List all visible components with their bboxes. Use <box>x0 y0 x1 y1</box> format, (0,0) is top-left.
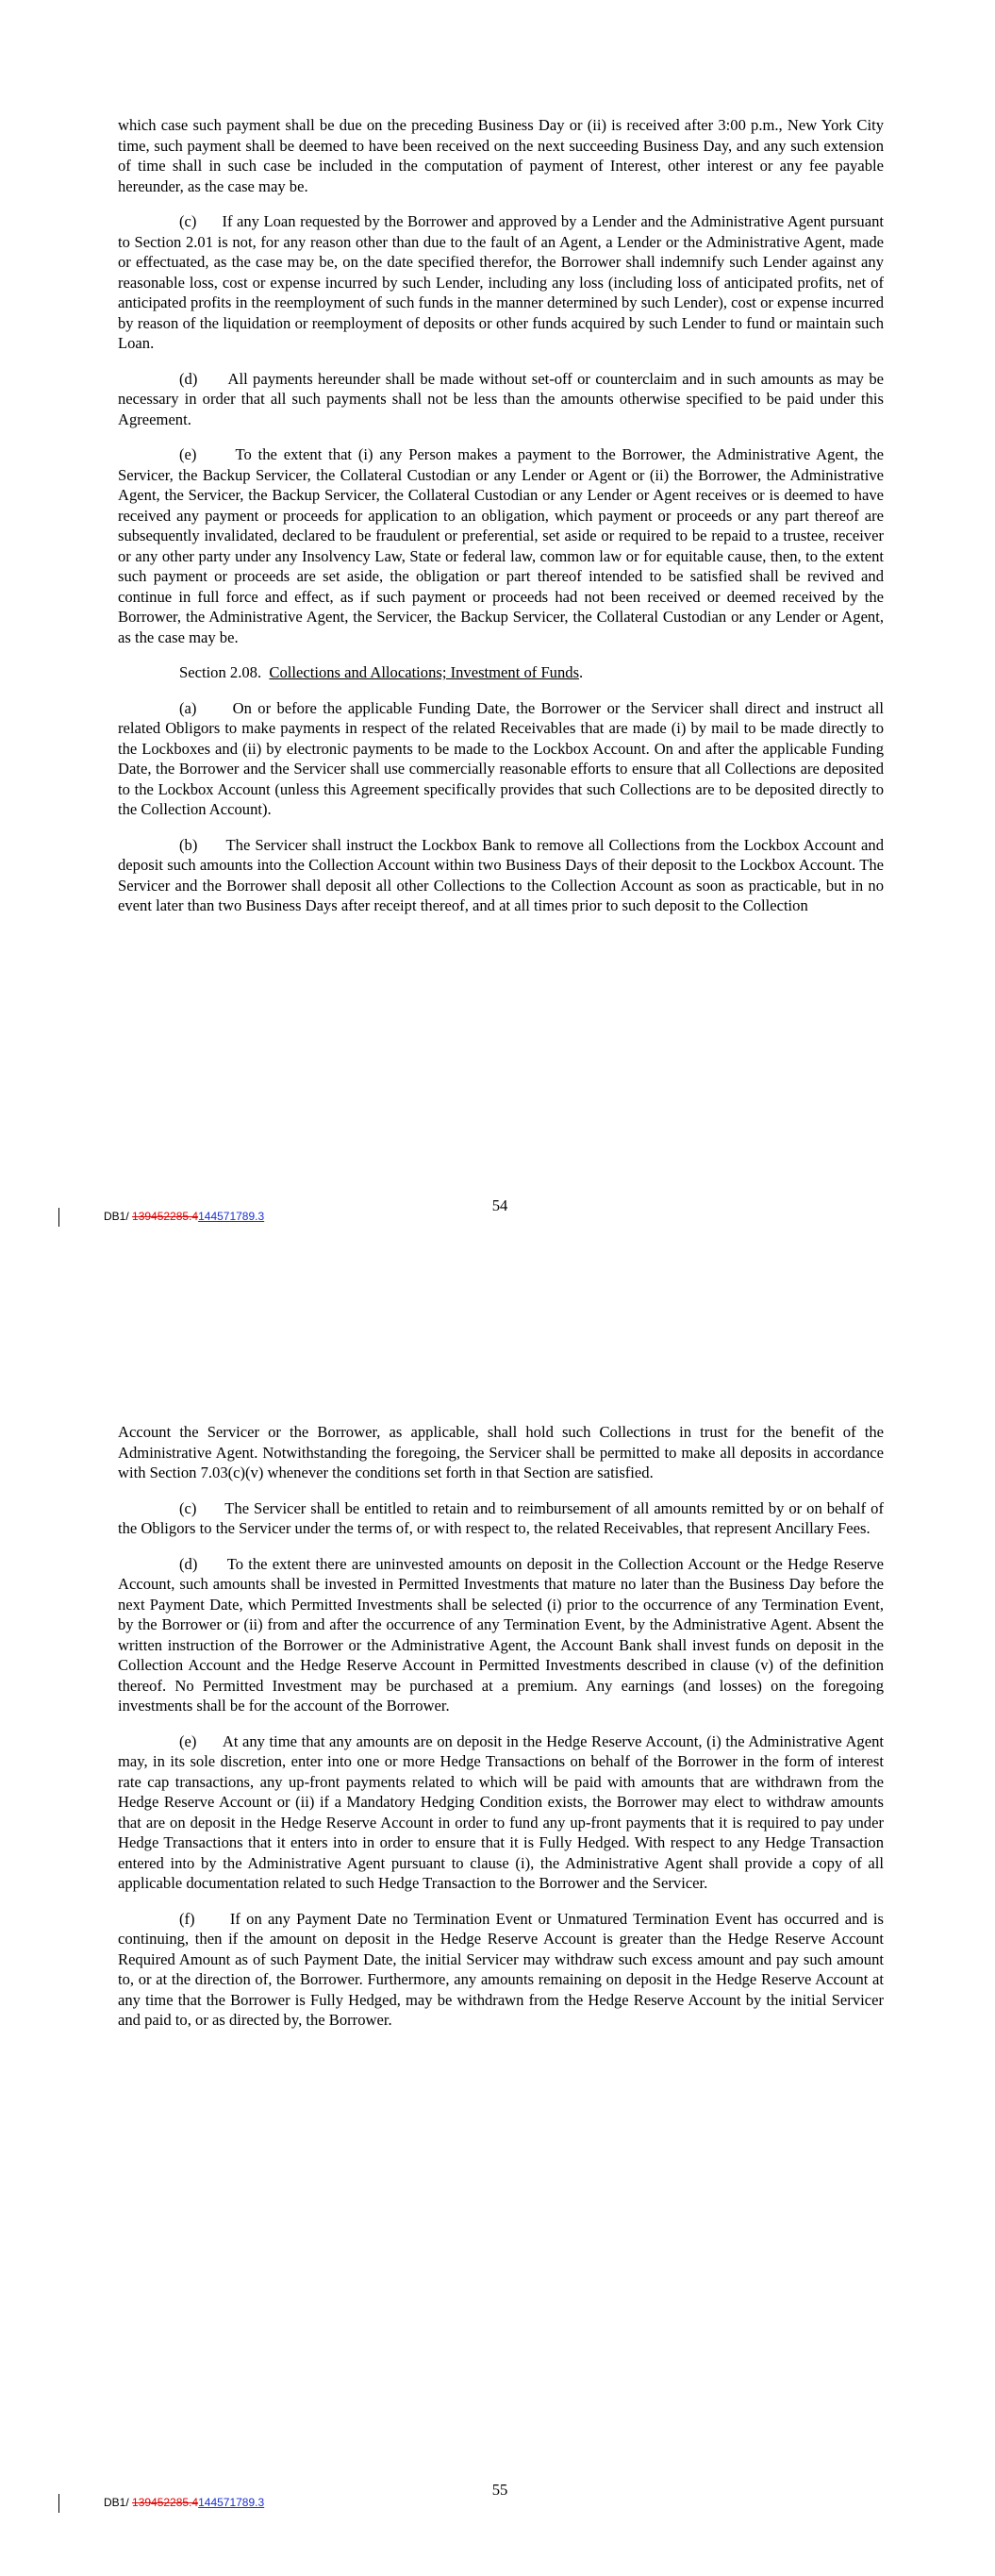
paragraph-continuation: which case such payment shall be due on the preceding Business Day or (ii) is received after 3:00 p.m., New York City time, such payment shall be deemed to have been received on the next succeeding Business Day, and any such extension of time shall in such case be included in the computation of payment of Interest, other interest or any fee payable hereunder, as the case may be. <box>118 116 884 195</box>
paragraph-c: (c) The Servicer shall be entitled to retain and to reimbursement of all amounts remitted by or on behalf of the Obligors to the Servicer under the terms of, or with respect to, the related Receivables, that represent Ancillary Fees. <box>118 1498 884 1537</box>
change-bar <box>58 2494 59 2513</box>
section-number: Section 2.08. <box>179 663 262 681</box>
paragraph-e: (e) At any time that any amounts are on deposit in the Hedge Reserve Account, (i) the Administrative Agent may, in its sole discretion, enter into one or more Hedge Transactions on behalf of the Borrower in the form of interest rate cap transactions, any up-front payments related to which will be paid with amounts that are withdrawn from the Hedge Reserve Account or (ii) if a Mandatory Hedging Condition exists, the Borrower may elect to withdraw amounts that are on deposit in the Hedge Reserve Account in order to fund any up-front payments that it is required to pay under Hedge Transactions that it enters into in order to ensure that it is Fully Hedged. With respect to any Hedge Transaction entered into by the Administrative Agent pursuant to clause (i), the Administrative Agent shall provide a copy of all applicable documentation related to such Hedge Transaction to the Borrower and the Servicer. <box>118 1731 884 1892</box>
page-number: 54 <box>491 1196 508 1214</box>
change-bar <box>58 1208 59 1227</box>
document-footer <box>58 2494 264 2513</box>
footer-prefix: DB1/ <box>104 2496 133 2510</box>
page-number: 55 <box>491 2481 508 2499</box>
paragraph-c: (c) If any Loan requested by the Borrower and approved by a Lender and the Administrative Agent pursuant to Section 2.01 is not, for any reason other than due to the fault of an Agent, a Lender or the Administrative Agent, made or effectuated, as the case may be, on the date specified therefor, the Borrower shall indemnify such Lender against any reasonable loss, cost or expense incurred by such Lender, including any loss (including loss of anticipated profits, net of anticipated profits in the reemployment of such funds in the manner determined by such Lender), cost or expense incurred by reason of the liquidation or reemployment of deposits or other funds acquired by such Lender to fund or maintain such Loan. <box>118 212 884 352</box>
document-page-55 <box>0 1288 995 2576</box>
paragraph-d: (d) All payments hereunder shall be made without set-off or counterclaim and in such amounts as may be necessary in order that all such payments shall not be less than the amounts otherwise specified to be paid under this Agreement. <box>118 369 884 428</box>
deleted-doc-ref: 139452285.4 <box>132 1210 199 1224</box>
section-heading: Section 2.08. Collections and Allocations; Investment of Funds. <box>179 663 584 681</box>
footer-prefix: DB1/ <box>104 1210 133 1224</box>
page-body <box>118 1422 884 2046</box>
document-footer <box>58 1208 264 1227</box>
paragraph-d: (d) To the extent there are uninvested amounts on deposit in the Collection Account or the Hedge Reserve Account, such amounts shall be invested in Permitted Investments that mature no later than the Business Day before the next Payment Date, which Permitted Investments shall be selected (i) prior to the occurrence of any Termination Event, by the Borrower or (ii) from and after the occurrence of any Termination Event, by the Administrative Agent. Absent the written instruction of the Borrower or the Administrative Agent, the Account Bank shall invest funds on deposit in the Collection Account and the Hedge Reserve Account in Permitted Investments described in clause (v) of the definition thereof. No Permitted Investment may be purchased at a premium. Any earnings (and losses) on the foregoing investments shall be for the account of the Borrower. <box>118 1554 884 1715</box>
section-title: Collections and Allocations; Investment of Funds <box>269 663 580 681</box>
paragraph-continuation: Account the Servicer or the Borrower, as applicable, shall hold such Collections in trust for the benefit of the Administrative Agent. Notwithstanding the foregoing, the Servicer shall be permitted to make all deposits in accordance with Section 7.03(c)(v) whenever the conditions set forth in that Section are satisfied. <box>118 1423 884 1481</box>
paragraph-e: (e) To the extent that (i) any Person makes a payment to the Borrower, the Administrative Agent, the Servicer, the Backup Servicer, the Collateral Custodian or any Lender or Agent or (ii) the Borrower, the Administrative Agent, the Servicer, the Backup Servicer, the Collateral Custodian or any Lender or Agent receives or is deemed to have received any payment or proceeds for application to an obligation, which payment or proceeds or any part thereof are subsequently invalidated, declared to be fraudulent or preferential, set aside or required to be repaid to a trustee, receiver or any other party under any Insolvency Law, State or federal law, common law or for equitable cause, then, to the extent such payment or proceeds are set aside, the obligation or part thereof intended to be satisfied shall be revived and continue in full force and effect, as if such payment or proceeds had not been received or deemed received by the Borrower, the Administrative Agent, the Servicer, the Backup Servicer, the Collateral Custodian or any Lender or Agent, as the case may be. <box>118 445 884 646</box>
page-body <box>118 115 884 931</box>
inserted-doc-ref: 144571789.3 <box>198 1210 265 1224</box>
paragraph-b: (b) The Servicer shall instruct the Lockbox Bank to remove all Collections from the Lockbox Account and deposit such amounts into the Collection Account within two Business Days of their deposit to the Lockbox Account. The Servicer and the Borrower shall deposit all other Collections to the Collection Account as soon as practicable, but in no event later than two Business Days after receipt thereof, and at all times prior to such deposit to the Collection <box>118 835 884 914</box>
inserted-doc-ref: 144571789.3 <box>198 2496 265 2510</box>
paragraph-f: (f) If on any Payment Date no Termination Event or Unmatured Termination Event has occurred and is continuing, then if the amount on deposit in the Hedge Reserve Account is greater than the Hedge Reserve Account Required Amount as of such Payment Date, the initial Servicer may withdraw such excess amount and pay such amount to, or at the direction of, the Borrower. Furthermore, any amounts remaining on deposit in the Hedge Reserve Account at any time that the Borrower is Fully Hedged, may be withdrawn from the Hedge Reserve Account by the initial Servicer and paid to, or as directed by, the Borrower. <box>118 1909 884 2029</box>
deleted-doc-ref: 139452285.4 <box>132 2496 199 2510</box>
paragraph-a: (a) On or before the applicable Funding Date, the Borrower or the Servicer shall direct and instruct all related Obligors to make payments in respect of the related Receivables that are made (i) by mail to be made directly to the Lockboxes and (ii) by electronic payments to be made to the Lockbox Account. On and after the applicable Funding Date, the Borrower and the Servicer shall use commercially reasonable efforts to ensure that all Collections are deposited to the Lockbox Account (unless this Agreement specifically provides that such Collections are to be deposited directly to the Collection Account). <box>118 698 884 818</box>
